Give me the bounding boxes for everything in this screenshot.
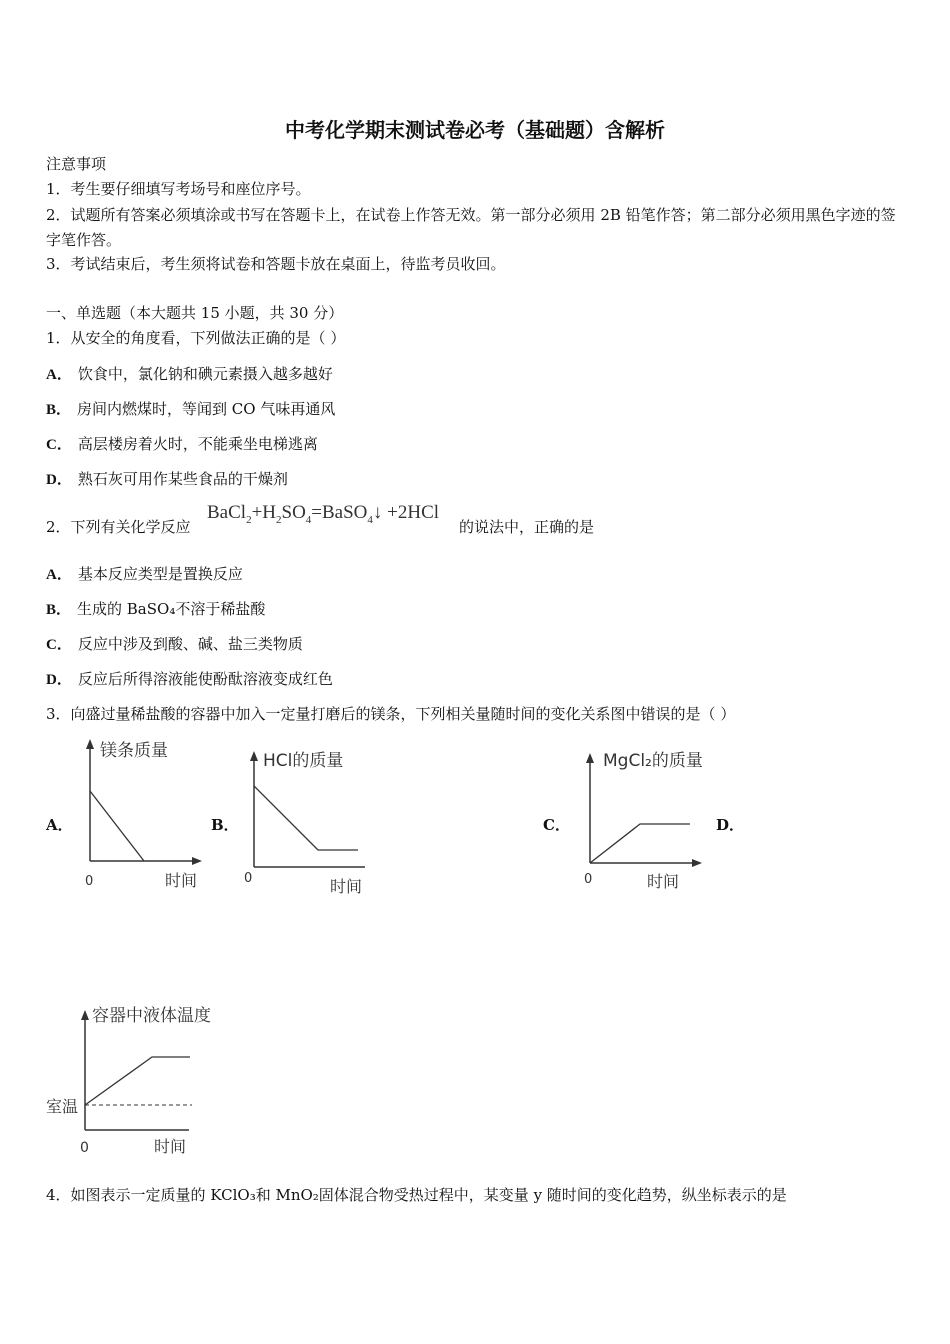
- reference-label: 室温: [46, 1097, 79, 1116]
- option-text: 生成的 BaSO₄不溶于稀盐酸: [77, 600, 266, 618]
- q3-label-d[interactable]: D．: [716, 816, 745, 834]
- axis-y-label: 容器中液体温度: [92, 1006, 211, 1026]
- axis-x-label: 时间: [165, 871, 198, 890]
- page-title: 中考化学期末测试卷必考（基础题）含解析: [285, 118, 665, 142]
- option-text: 反应后所得溶液能使酚酞溶液变成红色: [77, 670, 333, 688]
- q1-option-c[interactable]: [46, 433, 318, 454]
- q2-stem-suffix: 的说法中，正确的是: [459, 518, 595, 536]
- q2-formula: $BaCl_2+H_2SO_4=BaSO_4↓ +2HCl$: [207, 502, 440, 526]
- option-text: 基本反应类型是置换反应: [77, 565, 243, 583]
- q3-label-a[interactable]: A．: [46, 816, 73, 834]
- option-text: 饮食中，氯化钠和碘元素摄入越多越好: [77, 365, 333, 383]
- notice-heading: 注意事项: [46, 155, 107, 173]
- option-label: C．: [46, 437, 72, 453]
- q3-stem: 3．向盛过量稀盐酸的容器中加入一定量打磨后的镁条，下列相关量随时间的变化关系图中错误的是（ ）: [46, 705, 736, 723]
- option-text: 房间内燃煤时，等闻到 CO 气味再通风: [77, 400, 336, 418]
- origin-label: 0: [244, 871, 253, 886]
- q3-label-b[interactable]: B．: [211, 816, 239, 834]
- origin-label: 0: [584, 872, 593, 887]
- axis-y-label: MgCl₂的质量: [603, 751, 703, 771]
- q1-option-a[interactable]: [46, 363, 333, 384]
- q2-option-c[interactable]: [46, 633, 303, 654]
- option-label: C．: [46, 637, 72, 653]
- q2-option-a[interactable]: [46, 563, 243, 584]
- option-text: 反应中涉及到酸、碱、盐三类物质: [77, 635, 303, 653]
- notice-item-1: 1．考生要仔细填写考场号和座位序号。: [46, 180, 311, 198]
- q3-graph-c: [575, 745, 715, 895]
- option-label: B．: [46, 602, 72, 618]
- option-text: 熟石灰可用作某些食品的干燥剂: [77, 470, 288, 488]
- axis-x-label: 时间: [330, 877, 363, 896]
- axis-y-label: HCl的质量: [263, 751, 344, 771]
- notice-item-3: 3．考试结束后，考生须将试卷和答题卡放在桌面上，待监考员收回。: [46, 255, 506, 273]
- q1-stem: 1．从安全的角度看，下列做法正确的是（ ）: [46, 329, 346, 347]
- axis-x-label: 时间: [647, 872, 680, 891]
- q3-label-c[interactable]: C．: [543, 816, 570, 834]
- origin-label: 0: [80, 1140, 89, 1156]
- origin-label: 0: [85, 874, 94, 889]
- q3-graph-d: [44, 1000, 234, 1165]
- option-label: D．: [46, 472, 72, 488]
- q3-graph-b: [240, 745, 380, 900]
- option-label: B．: [46, 402, 72, 418]
- axis-y-label: 镁条质量: [100, 741, 168, 761]
- q1-option-d[interactable]: [46, 468, 288, 489]
- notice-item-2: 2．试题所有答案必须填涂或书写在答题卡上，在试卷上作答无效。第一部分必须用 2B 铅笔作答；第二部分必须用黑色字迹的签字笔作答。: [46, 206, 896, 249]
- q2-option-b[interactable]: [46, 598, 265, 619]
- option-label: A．: [46, 567, 72, 583]
- axis-x-label: 时间: [154, 1137, 187, 1156]
- q2-stem-prefix: 2．下列有关化学反应: [46, 518, 191, 536]
- q3-graph-a: [75, 735, 210, 895]
- q1-option-b[interactable]: [46, 398, 335, 419]
- q4-stem: 4．如图表示一定质量的 KClO₃和 MnO₂固体混合物受热过程中，某变量 y 随时间的变化趋势，纵坐标表示的是: [46, 1186, 787, 1204]
- option-text: 高层楼房着火时，不能乘坐电梯逃离: [77, 435, 318, 453]
- option-label: D．: [46, 672, 72, 688]
- q2-option-d[interactable]: [46, 668, 333, 689]
- option-label: A．: [46, 367, 72, 383]
- section-heading: 一、单选题（本大题共 15 小题，共 30 分）: [46, 304, 344, 322]
